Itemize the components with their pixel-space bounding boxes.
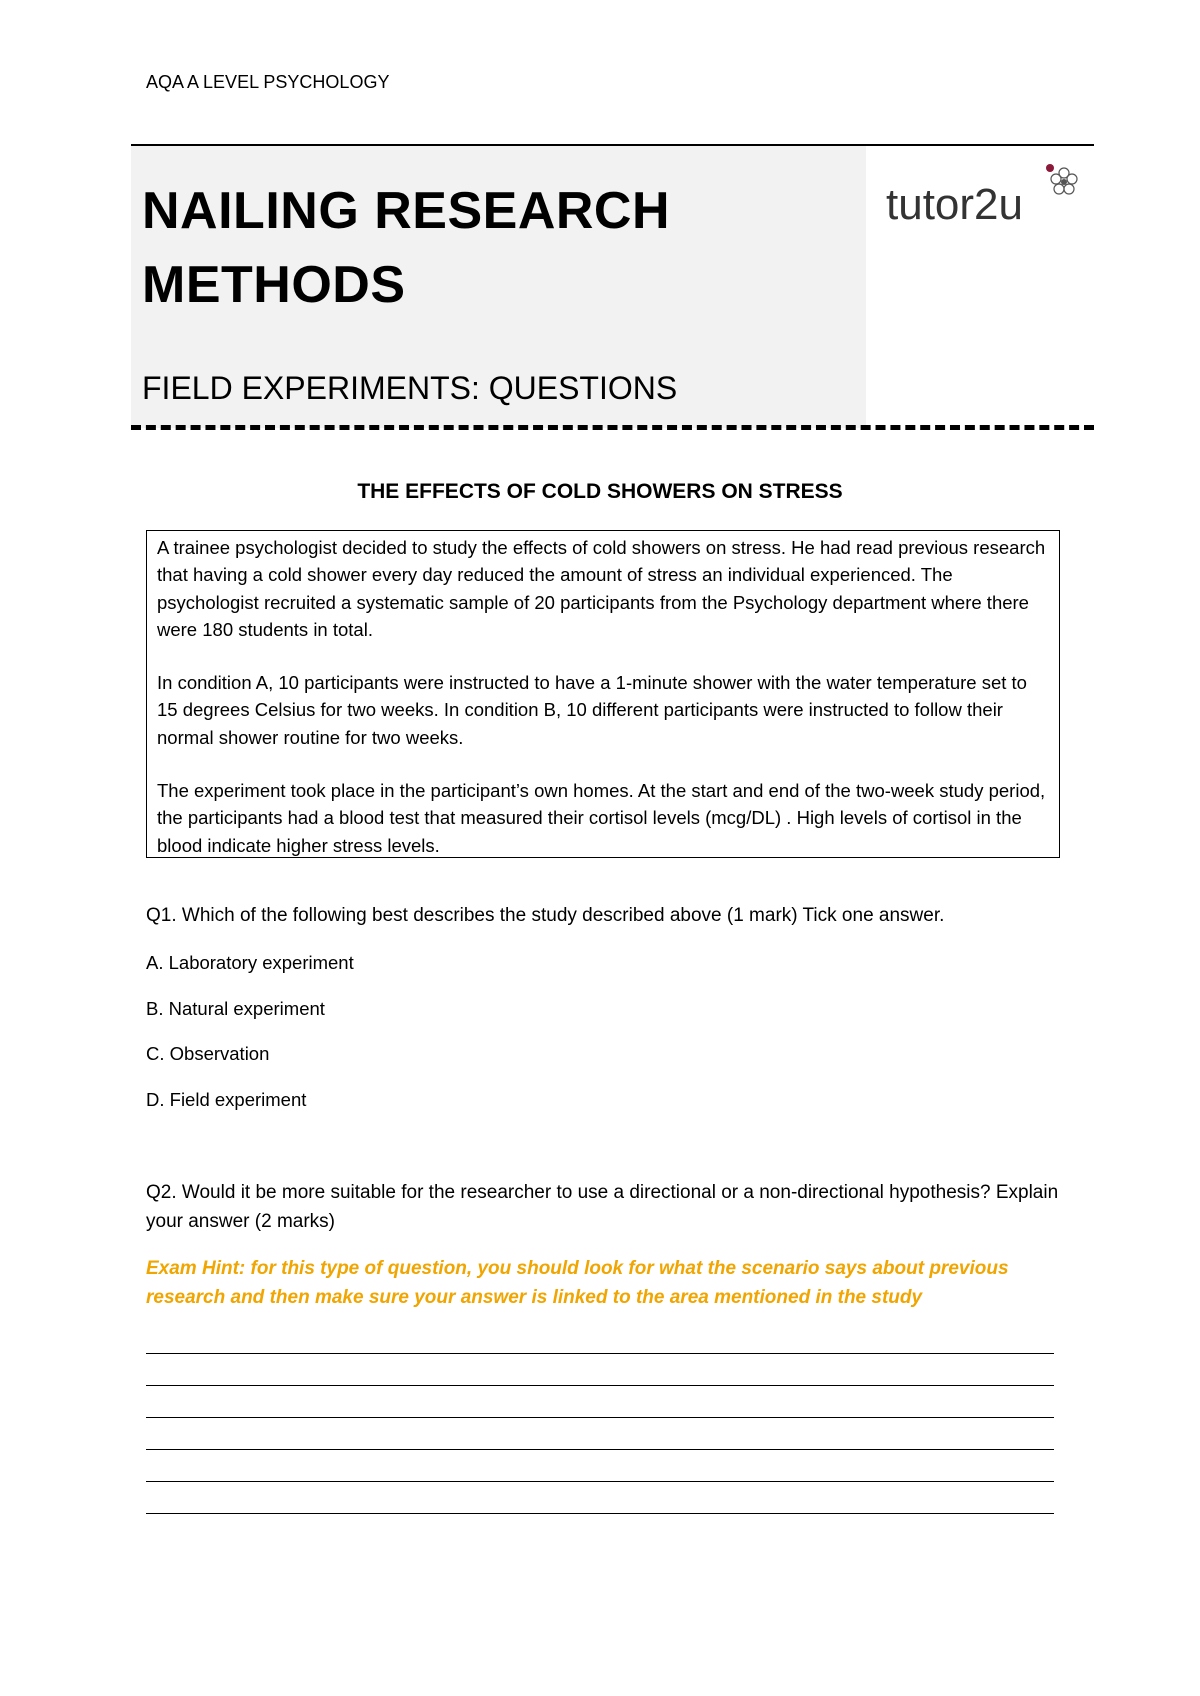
question-1: Q1. Which of the following best describes the study described above (1 mark) Tick one answer. (146, 905, 945, 926)
scenario-paragraph: In condition A, 10 participants were instructed to have a 1-minute shower with the water temperature set to 15 degrees Celsius for two weeks. In condition B, 10 different participants were instructed to follow their normal shower routine for two weeks. (157, 672, 1027, 748)
q1-option-a[interactable]: A. Laboratory experiment (146, 952, 354, 973)
section-heading: THE EFFECTS OF COLD SHOWERS ON STRESS (357, 480, 843, 503)
q1-option-b[interactable]: B. Natural experiment (146, 998, 325, 1019)
answer-line[interactable] (146, 1481, 1054, 1482)
answer-line[interactable] (146, 1385, 1054, 1386)
subject-label: AQA A LEVEL PSYCHOLOGY (146, 72, 390, 92)
scenario-paragraph: A trainee psychologist decided to study the effects of cold showers on stress. He had read previous research that having a cold shower every day reduced the amount of stress an individual experienced. The psychologist recruited a systematic sample of 20 participants from the Psychology department where there were 180 students in total. (157, 537, 1046, 640)
answer-line[interactable] (146, 1417, 1054, 1418)
flower-icon (1046, 164, 1077, 194)
tutor2u-logo (886, 164, 1086, 234)
logo-text: tutor2u (886, 180, 1023, 229)
answer-line[interactable] (146, 1449, 1054, 1450)
scenario-paragraph: The experiment took place in the participant’s own homes. At the start and end of the two-week study period, the participants had a blood test that measured their cortisol levels (mcg/DL) . High levels of cortisol in the blood indicate higher stress levels. (157, 780, 1046, 856)
answer-line[interactable] (146, 1513, 1054, 1514)
scenario-box (146, 530, 1060, 858)
q1-option-d[interactable]: D. Field experiment (146, 1089, 307, 1110)
page-subtitle: FIELD EXPERIMENTS: QUESTIONS (142, 370, 678, 406)
exam-hint: Exam Hint: for this type of question, you should look for what the scenario says about previous research and then make sure your answer is linked to the area mentioned in the study (146, 1258, 1009, 1308)
question-2: Q2. Would it be more suitable for the researcher to use a directional or a non-directional hypothesis? Explain your answer (2 marks) (146, 1182, 1059, 1232)
title-banner (131, 144, 1094, 428)
header-divider (131, 425, 1094, 430)
page-title: NAILING RESEARCH METHODS (142, 182, 671, 314)
answer-line[interactable] (146, 1353, 1054, 1354)
q1-option-c[interactable]: C. Observation (146, 1043, 270, 1064)
